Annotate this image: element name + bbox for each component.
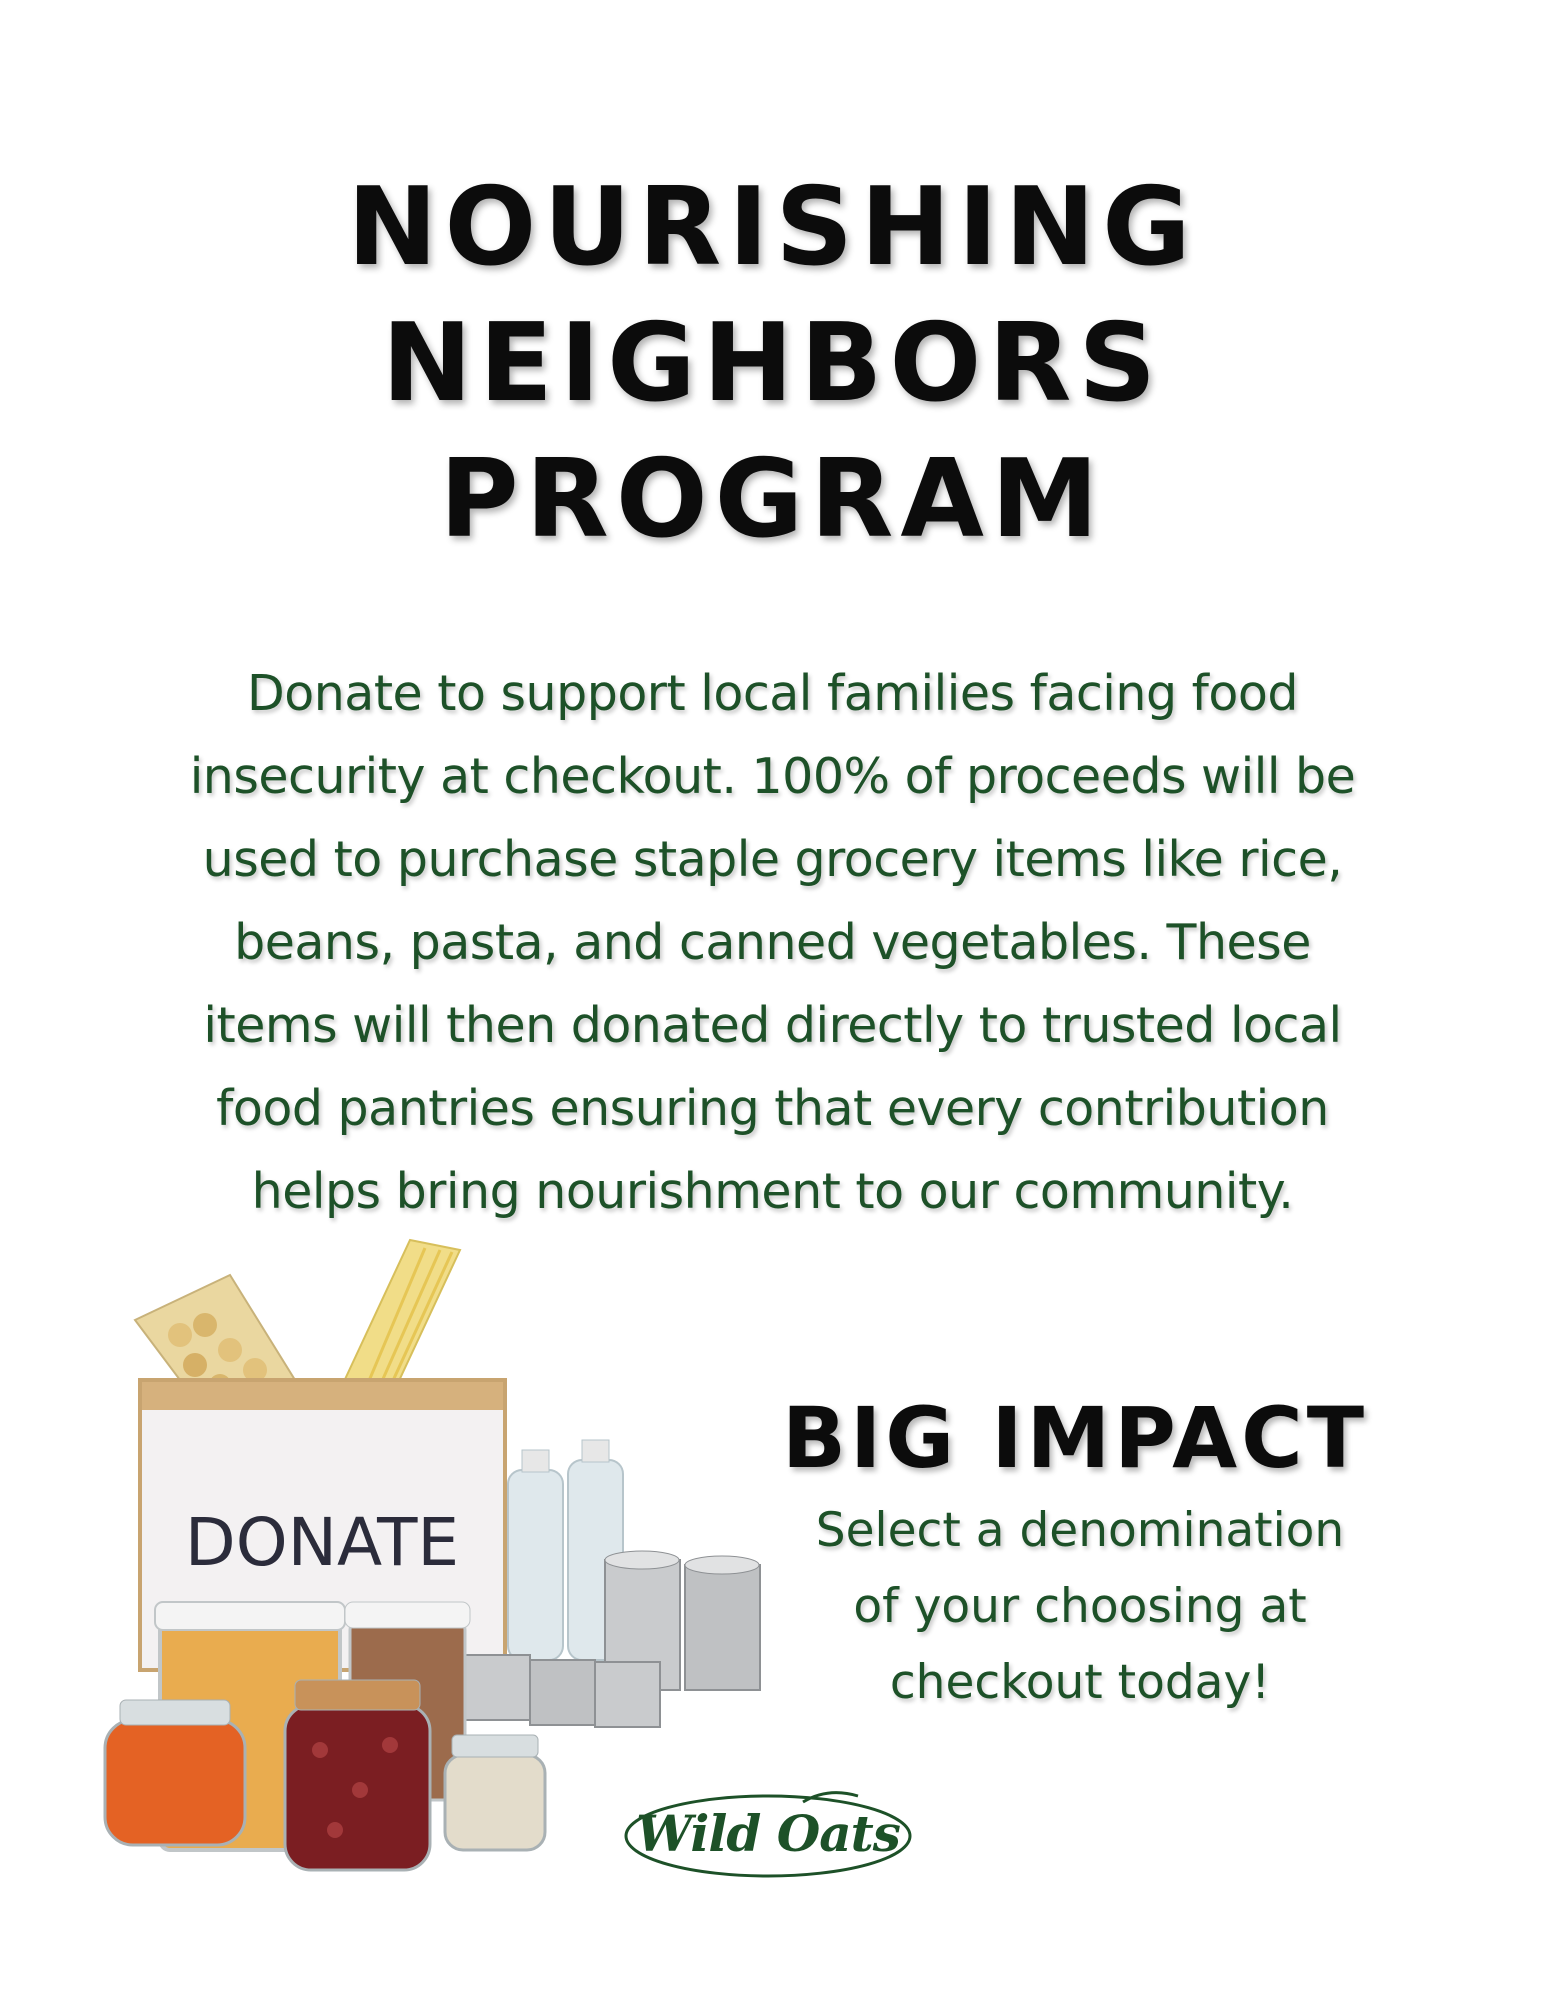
impact-line: of your choosing at: [853, 1579, 1307, 1634]
impact-description: [770, 1493, 1390, 1721]
kidney-beans-jar-image: [285, 1680, 430, 1870]
description-line: used to purchase staple grocery items like rice,: [202, 831, 1343, 888]
description-line: items will then donated directly to trusted local: [203, 997, 1342, 1054]
impact-line: checkout today!: [889, 1655, 1271, 1710]
page-title: [0, 160, 1545, 568]
description-line: helps bring nourishment to our community.: [251, 1163, 1294, 1220]
grain-jar-image: [445, 1735, 545, 1850]
spaghetti-package-image: [340, 1240, 460, 1400]
title-line-1: NOURISHING: [347, 165, 1198, 290]
description-line: Donate to support local families facing food: [247, 665, 1298, 722]
description-line: beans, pasta, and canned vegetables. These: [234, 914, 1311, 971]
wild-oats-logo: [618, 1782, 918, 1882]
lentil-jar-image: [105, 1700, 245, 1845]
impact-line: Select a denomination: [815, 1503, 1345, 1558]
program-description: [120, 652, 1425, 1233]
box-label: DONATE: [184, 1504, 460, 1581]
title-line-2: NEIGHBORS: [381, 301, 1164, 426]
impact-heading: BIG IMPACT: [781, 1389, 1369, 1487]
description-line: insecurity at checkout. 100% of proceeds will be: [189, 748, 1356, 805]
logo-text: Wild Oats: [636, 1804, 900, 1863]
description-line: food pantries ensuring that every contribution: [216, 1080, 1329, 1137]
title-line-3: PROGRAM: [439, 437, 1106, 562]
